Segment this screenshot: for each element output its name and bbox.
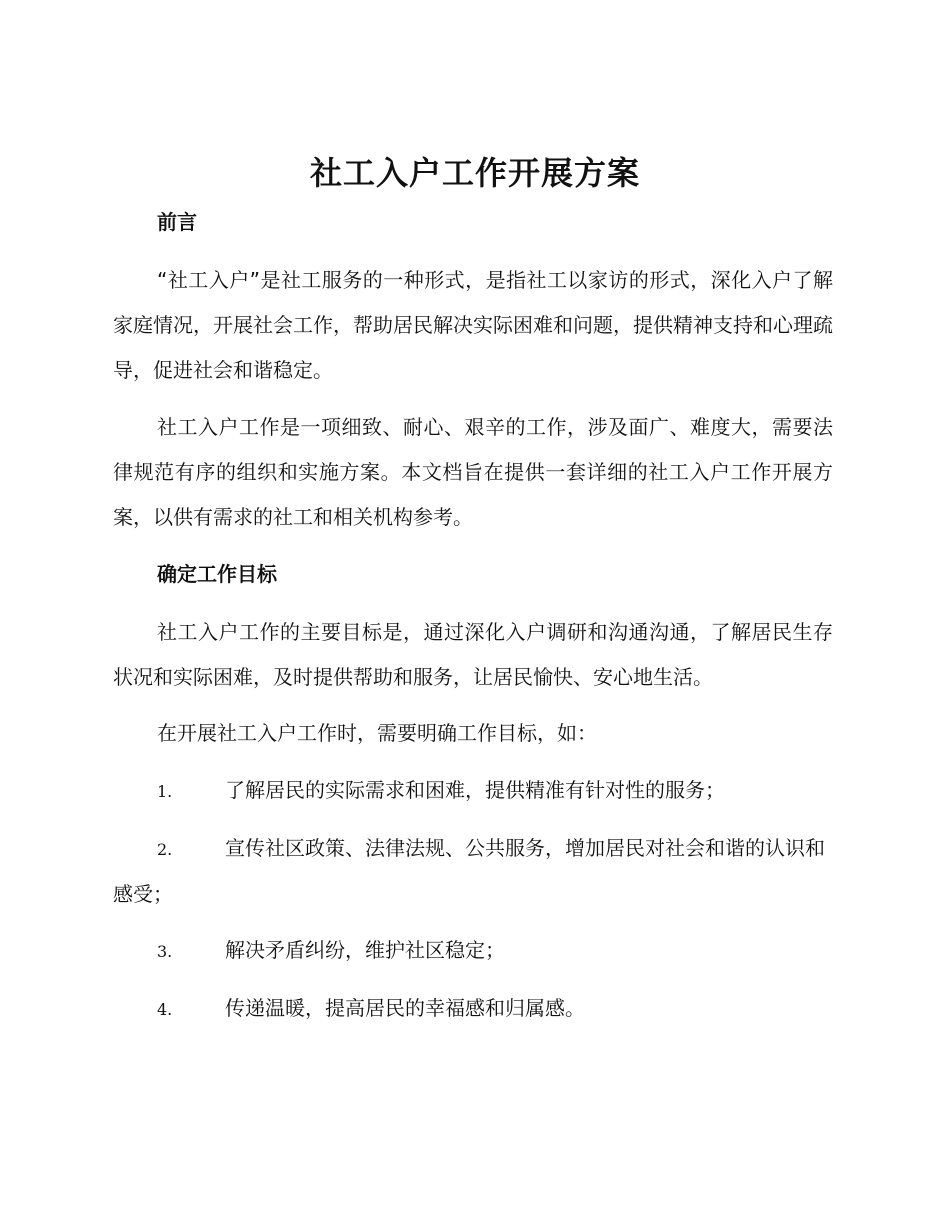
list-number: 2. <box>157 840 173 859</box>
list-text: 解决矛盾纠纷，维护社区稳定； <box>225 938 505 962</box>
list-number: 4. <box>157 1000 173 1019</box>
paragraph: 社工入户工作的主要目标是，通过深化入户调研和沟通沟通，了解居民生存状况和实际困难，及时提供帮助和服务，让居民愉快、安心地生活。 <box>113 620 833 689</box>
list-item <box>113 928 833 974</box>
paragraph: 在开展社工入户工作时，需要明确工作目标，如： <box>157 721 597 745</box>
section-heading-goals: 确定工作目标 <box>157 562 277 586</box>
list-number: 1. <box>157 782 173 801</box>
list-text: 传递温暖，提高居民的幸福感和归属感。 <box>225 996 585 1020</box>
paragraph: “社工入户”是社工服务的一种形式，是指社工以家访的形式，深化入户了解家庭情况，开展社会工作，帮助居民解决实际困难和问题，提供精神支持和心理疏导，促进社会和谐稳定。 <box>113 268 833 382</box>
list-number: 3. <box>157 942 173 961</box>
list-item <box>113 986 833 1032</box>
document-title: 社工入户工作开展方案 <box>309 154 640 192</box>
paragraph: 社工入户工作是一项细致、耐心、艰辛的工作，涉及面广、难度大，需要法律规范有序的组织和实施方案。本文档旨在提供一套详细的社工入户工作开展方案，以供有需求的社工和相关机构参考。 <box>113 415 833 529</box>
list-item <box>113 768 833 814</box>
list-item <box>113 826 833 917</box>
section-heading-preface: 前言 <box>157 210 197 234</box>
list-text: 宣传社区政策、法律法规、公共服务，增加居民对社会和谐的认识和感受； <box>113 836 825 906</box>
list-text: 了解居民的实际需求和困难，提供精准有针对性的服务； <box>225 778 725 802</box>
